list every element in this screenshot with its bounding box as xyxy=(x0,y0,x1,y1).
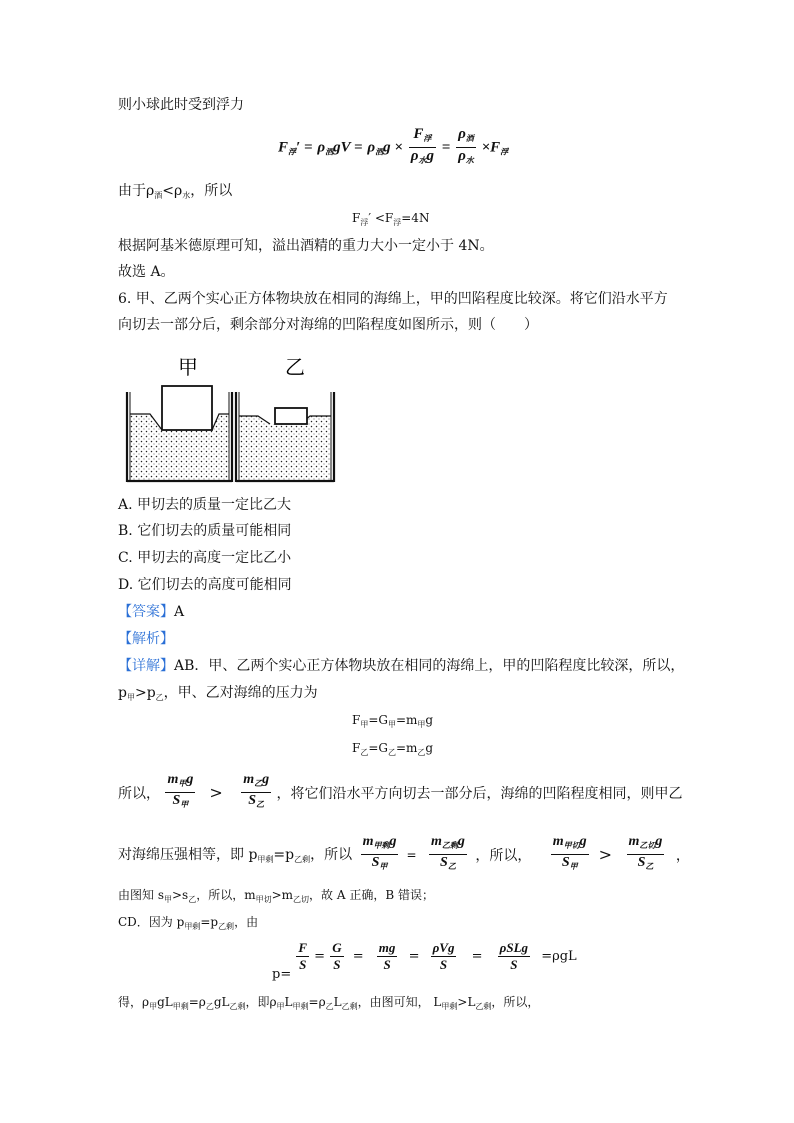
subscript: 甲剩 xyxy=(257,855,274,864)
fraction xyxy=(330,940,343,973)
symbol: = xyxy=(408,949,420,964)
subscript: 乙 xyxy=(256,800,265,809)
subscript: 乙剩 xyxy=(441,841,458,850)
symbol: ρ xyxy=(367,139,376,156)
block-yi xyxy=(275,408,307,424)
symbol: = xyxy=(352,949,364,964)
text: D. 它们切去的高度可能相同 xyxy=(118,577,292,593)
symbol: g xyxy=(579,834,587,849)
subscript: 甲 xyxy=(276,1002,285,1011)
option-d xyxy=(118,576,292,594)
subscript: 乙切 xyxy=(293,895,310,904)
text: =m xyxy=(395,713,418,727)
subscript: 甲 xyxy=(360,720,369,729)
text: p= xyxy=(272,967,292,982)
sponge-right xyxy=(239,416,331,480)
text: 由于ρ xyxy=(118,183,155,199)
subscript: 乙 xyxy=(254,779,263,788)
text: =4N xyxy=(401,211,430,225)
text: ， xyxy=(675,847,690,864)
symbol: g xyxy=(389,834,397,849)
buoyancy-formula xyxy=(278,126,508,169)
subscript: 甲 xyxy=(387,720,396,729)
text: 向切去一部分后，剩余部分对海绵的凹陷程度如图所示，则（ ） xyxy=(118,317,538,333)
symbol: ρ xyxy=(458,148,466,164)
option-b xyxy=(118,522,291,540)
sponge-figure xyxy=(120,350,340,488)
text: =p xyxy=(200,915,219,929)
text: ，所以 xyxy=(310,847,353,863)
subscript: 甲剩 xyxy=(373,841,390,850)
subscript: 浮 xyxy=(393,218,402,227)
subscript: 乙 xyxy=(387,748,396,757)
text: ，所以，m xyxy=(196,888,256,902)
subscript: 甲 xyxy=(178,779,187,788)
symbol: S xyxy=(383,957,391,972)
subscript: 酒 xyxy=(154,191,163,200)
text: ，故 A 正确，B 错误； xyxy=(309,888,434,902)
text: >p xyxy=(134,685,156,701)
text: gL xyxy=(213,995,230,1009)
subscript: 乙 xyxy=(447,862,456,871)
subscript: 乙剩 xyxy=(475,1002,492,1011)
text: =G xyxy=(368,713,388,727)
text: g xyxy=(425,713,434,727)
text: ，所以， xyxy=(475,847,532,864)
text: =ρgL xyxy=(541,949,577,964)
symbol: gV = xyxy=(333,139,363,156)
option-a xyxy=(118,496,291,514)
symbol: = xyxy=(441,139,451,156)
symbol: > xyxy=(598,845,613,864)
subscript: 水 xyxy=(182,191,191,200)
symbol: m xyxy=(362,834,374,849)
subscript: 甲剩 xyxy=(172,1002,189,1011)
label-yi: 乙 xyxy=(285,355,305,379)
symbol: S xyxy=(333,957,341,972)
text: CD．因为 p xyxy=(118,915,185,929)
text: 6. 甲、乙两个实心正方体物块放在相同的海绵上，甲的凹陷程度比较深。将它们沿水平方 xyxy=(118,291,668,307)
subscript: 甲切 xyxy=(563,841,580,850)
symbol: S xyxy=(439,957,448,972)
answer-label: 【答案】 xyxy=(118,604,174,620)
text: >s xyxy=(171,888,189,902)
symbol: F xyxy=(298,940,308,955)
text-line xyxy=(118,886,434,909)
text: ，所以 xyxy=(190,183,233,199)
subscript: 浮 xyxy=(423,134,432,143)
text: gL xyxy=(157,995,173,1009)
symbol: g × xyxy=(383,139,403,156)
subscript: 甲 xyxy=(163,895,172,904)
text-line xyxy=(118,263,175,281)
symbol: S xyxy=(561,855,570,870)
subscript: 乙剩 xyxy=(218,922,235,931)
text-line xyxy=(118,684,318,707)
text: ，即ρ xyxy=(245,995,277,1009)
text: ′ <F xyxy=(368,211,394,225)
detail-line xyxy=(118,657,684,675)
symbol: g xyxy=(426,148,434,164)
so-fraction-line xyxy=(118,772,683,813)
symbol: G xyxy=(332,940,342,955)
symbol: S xyxy=(172,793,181,808)
equation xyxy=(352,712,433,733)
symbol: S xyxy=(248,793,257,808)
symbol: m xyxy=(243,772,255,787)
text-line xyxy=(118,913,258,936)
subscript: 浮 xyxy=(288,147,297,157)
text-line xyxy=(118,237,494,255)
text: AB．甲、乙两个实心正方体物块放在相同的海绵上，甲的凹陷程度比较深，所以， xyxy=(174,658,685,674)
subscript: 乙 xyxy=(155,693,164,702)
text: =ρ xyxy=(188,995,206,1009)
symbol: S xyxy=(371,855,380,870)
symbol: g xyxy=(457,834,465,849)
text: F xyxy=(352,741,361,755)
subscript: 酒 xyxy=(325,147,334,157)
fraction xyxy=(296,940,309,973)
text: p xyxy=(118,685,127,701)
symbol: S xyxy=(510,957,518,972)
text: 得，ρ xyxy=(118,995,150,1009)
text-line xyxy=(118,182,232,205)
text: C. 甲切去的高度一定比乙小 xyxy=(118,550,292,566)
detail-label: 【详解】 xyxy=(118,658,174,674)
text-group xyxy=(118,844,352,865)
text: <ρ xyxy=(162,183,183,199)
symbol: ρ xyxy=(317,139,326,156)
text: 根据阿基米德原理可知，溢出酒精的重力大小一定小于 4N。 xyxy=(118,238,494,254)
subscript: 甲切 xyxy=(255,895,272,904)
fraction xyxy=(498,940,530,973)
subscript: 乙剩 xyxy=(341,1002,358,1011)
symbol: = xyxy=(471,949,483,964)
fraction xyxy=(361,834,399,875)
subscript: 乙 xyxy=(360,748,369,757)
subscript: 浮 xyxy=(500,147,509,157)
symbol: g xyxy=(655,834,663,849)
subscript: 甲 xyxy=(569,862,578,871)
symbol: F xyxy=(490,139,501,156)
text: F xyxy=(352,211,361,225)
block-jia xyxy=(162,386,212,430)
subscript: 甲 xyxy=(149,1002,158,1011)
symbol: g xyxy=(262,772,270,787)
label-jia: 甲 xyxy=(178,355,198,379)
symbol: m xyxy=(552,834,564,849)
text: =p xyxy=(273,847,295,863)
symbol: S xyxy=(637,855,646,870)
symbol: F xyxy=(278,139,289,156)
text: L xyxy=(333,995,342,1009)
subscript: 甲 xyxy=(379,862,388,871)
answer-value: A xyxy=(174,604,185,620)
text: g xyxy=(425,741,434,755)
symbol: ρ xyxy=(410,148,419,164)
subscript: 乙 xyxy=(325,1002,334,1011)
text: ，所以， xyxy=(491,995,540,1009)
text: 由图知 s xyxy=(118,888,164,902)
fraction xyxy=(627,834,665,875)
symbol: F xyxy=(413,126,424,142)
symbol: S xyxy=(299,957,307,972)
text: >L xyxy=(457,995,476,1009)
fraction xyxy=(431,940,457,973)
text: 则小球此时受到浮力 xyxy=(118,97,244,113)
analysis-label: 【解析】 xyxy=(118,631,174,647)
subscript: 甲 xyxy=(126,693,135,702)
subscript: 甲剩 xyxy=(441,1002,458,1011)
fraction xyxy=(456,126,476,169)
symbol: S xyxy=(440,855,448,870)
symbol: × xyxy=(481,139,491,156)
subscript: 乙 xyxy=(205,1002,214,1011)
subscript: 甲剩 xyxy=(292,1002,309,1011)
text: =m xyxy=(395,741,418,755)
fraction xyxy=(551,834,589,875)
subscript: 水 xyxy=(418,156,427,165)
equation xyxy=(352,740,433,761)
subscript: 甲 xyxy=(417,720,426,729)
subscript: 乙切 xyxy=(639,841,656,850)
text: B. 它们切去的质量可能相同 xyxy=(118,523,292,539)
analysis-line xyxy=(118,630,174,648)
symbol: m xyxy=(430,834,442,849)
text: =G xyxy=(368,741,388,755)
symbol: = xyxy=(406,847,417,862)
subscript: 乙 xyxy=(188,895,197,904)
symbol: m xyxy=(167,772,179,787)
inequality xyxy=(352,210,429,231)
text: ，由 xyxy=(234,915,259,929)
fraction xyxy=(377,940,398,973)
text: F xyxy=(352,713,361,727)
text-line xyxy=(118,993,539,1016)
text: ，由图可知， L xyxy=(357,995,442,1009)
text-line xyxy=(118,96,244,114)
subscript: 乙剩 xyxy=(229,1002,246,1011)
symbol: ′ = xyxy=(296,139,313,156)
text: >m xyxy=(271,888,294,902)
text: =ρ xyxy=(308,995,326,1009)
text: A. 甲切去的质量一定比乙大 xyxy=(118,497,292,513)
subscript: 浮 xyxy=(360,218,369,227)
question-stem xyxy=(118,316,538,334)
symbol: = xyxy=(314,949,326,964)
pressure-formula xyxy=(272,940,577,982)
subscript: 酒 xyxy=(375,147,384,157)
text: L xyxy=(284,995,293,1009)
symbol: > xyxy=(209,783,223,802)
text: 对海绵压强相等，即 p xyxy=(118,847,258,863)
question-stem xyxy=(118,290,668,308)
text: 所以， xyxy=(118,785,160,802)
subscript: 乙 xyxy=(417,748,426,757)
text: ，将它们沿水平方向切去一部分后，海绵的凹陷程度相同，则甲乙 xyxy=(276,785,683,802)
symbol: ρ xyxy=(458,126,466,142)
fraction xyxy=(165,772,195,813)
subscript: 乙 xyxy=(645,862,654,871)
symbol: ρVg xyxy=(432,940,455,955)
subscript: 乙剩 xyxy=(294,855,311,864)
fraction xyxy=(241,772,271,813)
pressure-line xyxy=(118,834,690,875)
subscript: 甲剩 xyxy=(184,922,201,931)
answer-line xyxy=(118,603,184,621)
symbol: ρSLg xyxy=(499,940,529,955)
subscript: 水 xyxy=(465,156,474,165)
fraction xyxy=(409,126,436,169)
symbol: g xyxy=(186,772,194,787)
text: ，甲、乙对海绵的压力为 xyxy=(163,685,318,701)
subscript: 酒 xyxy=(465,134,474,143)
fraction xyxy=(429,834,467,875)
text: 故选 A。 xyxy=(118,264,175,280)
option-c xyxy=(118,549,291,567)
subscript: 甲 xyxy=(180,800,189,809)
container-right xyxy=(236,392,334,482)
symbol: mg xyxy=(378,940,396,955)
symbol: m xyxy=(628,834,640,849)
